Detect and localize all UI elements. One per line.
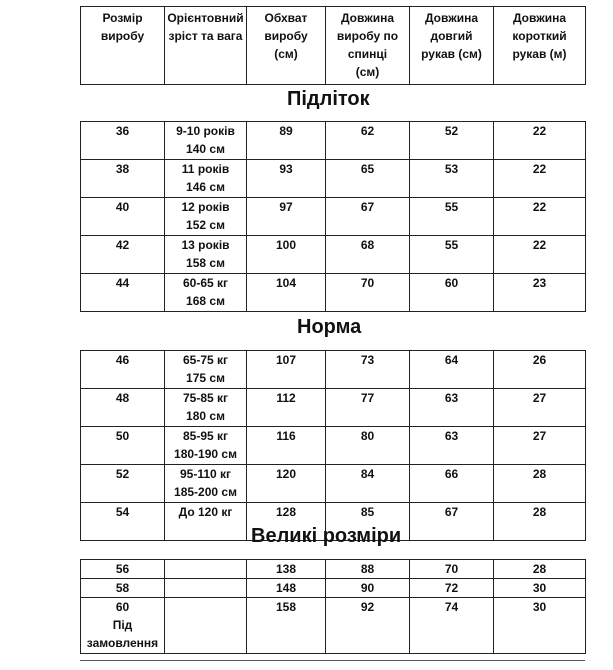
cell-long-sleeve: 72 bbox=[410, 579, 494, 598]
cell-back-length: 73 bbox=[326, 351, 410, 389]
cell-size: 52 bbox=[81, 465, 165, 503]
cell-height-weight bbox=[165, 598, 247, 654]
cell-short-sleeve: 22 bbox=[494, 122, 586, 160]
cell-height-weight: 9-10 років 140 см bbox=[165, 122, 247, 160]
cell-height-weight bbox=[165, 579, 247, 598]
table-row bbox=[81, 389, 586, 427]
cell-short-sleeve: 22 bbox=[494, 236, 586, 274]
cell-size: 54 bbox=[81, 503, 165, 541]
section-title-teen: Підліток bbox=[287, 88, 370, 110]
cell-back-length: 90 bbox=[326, 579, 410, 598]
cell-back-length: 92 bbox=[326, 598, 410, 654]
cell-short-sleeve: 27 bbox=[494, 389, 586, 427]
cell-back-length: 67 bbox=[326, 198, 410, 236]
table-row bbox=[81, 579, 586, 598]
cell-height-weight: 65-75 кг 175 см bbox=[165, 351, 247, 389]
cell-long-sleeve: 63 bbox=[410, 427, 494, 465]
cell-size: 46 bbox=[81, 351, 165, 389]
cell-girth: 148 bbox=[247, 579, 326, 598]
cell-height-weight: 11 років 146 см bbox=[165, 160, 247, 198]
cell-short-sleeve: 23 bbox=[494, 274, 586, 312]
cell-back-length: 70 bbox=[326, 274, 410, 312]
cell-short-sleeve: 30 bbox=[494, 579, 586, 598]
cell-size: 48 bbox=[81, 389, 165, 427]
cell-short-sleeve: 28 bbox=[494, 503, 586, 541]
cell-short-sleeve: 30 bbox=[494, 598, 586, 654]
table-row bbox=[81, 236, 586, 274]
cell-girth: 128 bbox=[247, 503, 326, 541]
cell-back-length: 85 bbox=[326, 503, 410, 541]
cell-long-sleeve: 52 bbox=[410, 122, 494, 160]
header-long-sleeve: Довжина довгий рукав (см) bbox=[410, 7, 494, 85]
cell-height-weight: 12 років 152 см bbox=[165, 198, 247, 236]
cell-long-sleeve: 55 bbox=[410, 198, 494, 236]
cell-height-weight: 75-85 кг 180 см bbox=[165, 389, 247, 427]
cell-back-length: 84 bbox=[326, 465, 410, 503]
cell-girth: 97 bbox=[247, 198, 326, 236]
cell-long-sleeve: 64 bbox=[410, 351, 494, 389]
cell-size: 36 bbox=[81, 122, 165, 160]
cell-size: 44 bbox=[81, 274, 165, 312]
cell-back-length: 62 bbox=[326, 122, 410, 160]
cell-back-length: 65 bbox=[326, 160, 410, 198]
cell-back-length: 88 bbox=[326, 560, 410, 579]
section-table-norm bbox=[80, 350, 586, 541]
table-row bbox=[81, 198, 586, 236]
cell-girth: 112 bbox=[247, 389, 326, 427]
cell-long-sleeve: 70 bbox=[410, 560, 494, 579]
cell-girth: 100 bbox=[247, 236, 326, 274]
cell-girth: 107 bbox=[247, 351, 326, 389]
cell-size: 56 bbox=[81, 560, 165, 579]
cell-girth: 93 bbox=[247, 160, 326, 198]
header-girth: Обхват виробу (см) bbox=[247, 7, 326, 85]
section-table-teen bbox=[80, 121, 586, 312]
header-size: Розмір виробу bbox=[81, 7, 165, 85]
cell-size: 38 bbox=[81, 160, 165, 198]
cell-long-sleeve: 63 bbox=[410, 389, 494, 427]
cell-girth: 116 bbox=[247, 427, 326, 465]
cell-size: 40 bbox=[81, 198, 165, 236]
cell-height-weight bbox=[165, 560, 247, 579]
section-table-large bbox=[80, 559, 586, 654]
cell-long-sleeve: 60 bbox=[410, 274, 494, 312]
cell-short-sleeve: 28 bbox=[494, 465, 586, 503]
cell-short-sleeve: 26 bbox=[494, 351, 586, 389]
cell-long-sleeve: 74 bbox=[410, 598, 494, 654]
cell-short-sleeve: 22 bbox=[494, 198, 586, 236]
cell-height-weight: 95-110 кг 185-200 см bbox=[165, 465, 247, 503]
section-title-norm: Норма bbox=[297, 316, 362, 338]
cell-long-sleeve: 53 bbox=[410, 160, 494, 198]
header-short-sleeve: Довжина короткий рукав (м) bbox=[494, 7, 586, 85]
cell-short-sleeve: 28 bbox=[494, 560, 586, 579]
cell-short-sleeve: 22 bbox=[494, 160, 586, 198]
table-row bbox=[81, 598, 586, 654]
header-back-length: Довжина виробу по спинці (см) bbox=[326, 7, 410, 85]
cell-size: 42 bbox=[81, 236, 165, 274]
cell-long-sleeve: 66 bbox=[410, 465, 494, 503]
cell-long-sleeve: 55 bbox=[410, 236, 494, 274]
cell-girth: 138 bbox=[247, 560, 326, 579]
header-height-weight: Орієнтовний зріст та вага bbox=[165, 7, 247, 85]
section-title-large: Великі розміри bbox=[251, 525, 402, 547]
cell-height-weight: 60-65 кг 168 см bbox=[165, 274, 247, 312]
cell-back-length: 77 bbox=[326, 389, 410, 427]
cell-size: 50 bbox=[81, 427, 165, 465]
table-row bbox=[81, 560, 586, 579]
cell-girth: 120 bbox=[247, 465, 326, 503]
table-row bbox=[81, 274, 586, 312]
cell-back-length: 80 bbox=[326, 427, 410, 465]
cell-girth: 104 bbox=[247, 274, 326, 312]
table-row bbox=[81, 427, 586, 465]
cell-short-sleeve: 27 bbox=[494, 427, 586, 465]
cell-height-weight: До 120 кг bbox=[165, 503, 247, 541]
table-row bbox=[81, 160, 586, 198]
cell-size: 58 bbox=[81, 579, 165, 598]
cell-back-length: 68 bbox=[326, 236, 410, 274]
table-row bbox=[81, 465, 586, 503]
cell-height-weight: 13 років 158 см bbox=[165, 236, 247, 274]
cell-size: 60 Під замовлення bbox=[81, 598, 165, 654]
bottom-divider bbox=[80, 660, 585, 661]
table-row bbox=[81, 122, 586, 160]
cell-long-sleeve: 67 bbox=[410, 503, 494, 541]
cell-girth: 158 bbox=[247, 598, 326, 654]
cell-girth: 89 bbox=[247, 122, 326, 160]
size-header-table bbox=[80, 6, 586, 85]
cell-height-weight: 85-95 кг 180-190 см bbox=[165, 427, 247, 465]
table-row bbox=[81, 351, 586, 389]
